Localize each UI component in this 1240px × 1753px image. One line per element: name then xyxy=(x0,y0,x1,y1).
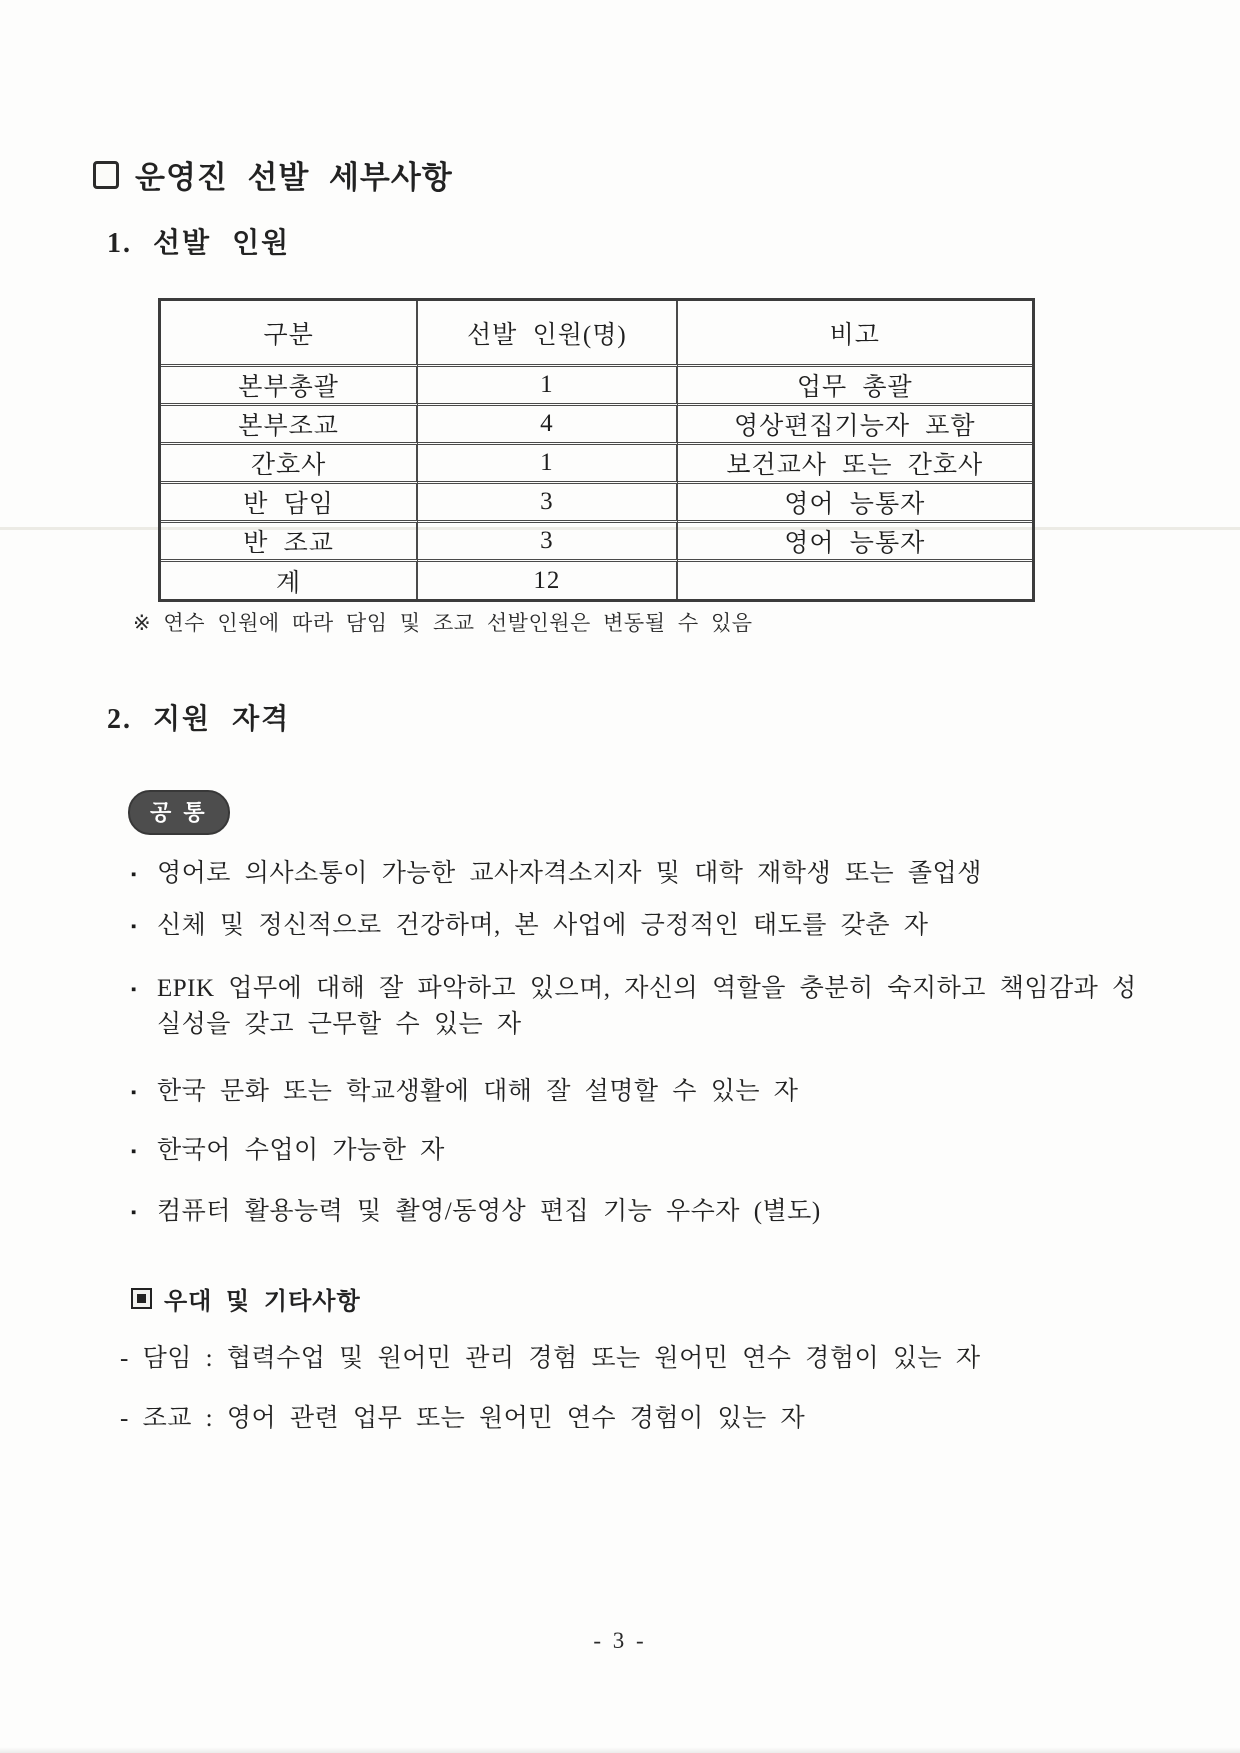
table-row-total xyxy=(161,562,1032,599)
table-cell: 3 xyxy=(418,523,677,562)
table-row xyxy=(161,484,1032,523)
table-header-row xyxy=(161,301,1032,367)
preferred-item-list xyxy=(120,1341,1160,1461)
table-note: ※ 연수 인원에 따라 담임 및 조교 선발인원은 변동될 수 있음 xyxy=(133,612,753,635)
checkbox-square-icon xyxy=(93,161,119,189)
preferred-heading: 우대 및 기타사항 xyxy=(164,1288,361,1315)
bullet-item xyxy=(131,856,1146,892)
preferred-item: - 조교 : 영어 관련 업무 또는 원어민 연수 경험이 있는 자 xyxy=(120,1405,806,1432)
bullet-item xyxy=(131,1194,1146,1230)
table-cell: 업무 총괄 xyxy=(678,367,1032,406)
bullet-text: 한국어 수업이 가능한 자 xyxy=(157,1137,445,1164)
document-title: 운영진 선발 세부사항 xyxy=(135,160,453,195)
table-cell: 영어 능통자 xyxy=(678,484,1032,523)
table-row xyxy=(161,445,1032,484)
table-cell: 본부조교 xyxy=(161,406,418,445)
table-cell: 보건교사 또는 간호사 xyxy=(678,445,1032,484)
bullet-text: 컴퓨터 활용능력 및 촬영/동영상 편집 기능 우수자 (별도) xyxy=(157,1198,821,1225)
bullet-item xyxy=(131,908,1146,944)
table-row xyxy=(161,367,1032,406)
page-number: - 3 - xyxy=(593,1628,647,1653)
bullet-square-icon: ▪ xyxy=(131,982,137,998)
bullet-text: 한국 문화 또는 학교생활에 대해 잘 설명할 수 있는 자 xyxy=(157,1078,799,1105)
bullet-text: EPIK 업무에 대해 잘 파악하고 있으며, 자신의 역할을 충분히 숙지하고 책임감과 성실성을 갖고 근무할 수 있는 자 xyxy=(157,975,1137,1038)
table-cell: 1 xyxy=(418,445,677,484)
bullet-text: 신체 및 정신적으로 건강하며, 본 사업에 긍정적인 태도를 갖춘 자 xyxy=(157,912,929,939)
common-badge: 공 통 xyxy=(128,790,230,835)
table-cell: 영어 능통자 xyxy=(678,523,1032,562)
bullet-text: 영어로 의사소통이 가능한 교사자격소지자 및 대학 재학생 또는 졸업생 xyxy=(157,860,982,887)
table-header-remarks: 비고 xyxy=(678,301,1032,367)
square-in-square-icon xyxy=(131,1288,152,1309)
table-cell: 1 xyxy=(418,367,677,406)
selection-table xyxy=(158,298,1035,602)
table-cell: 3 xyxy=(418,484,677,523)
bullet-item xyxy=(131,1133,1146,1169)
bullet-square-icon: ▪ xyxy=(131,919,137,935)
preferred-item: - 담임 : 협력수업 및 원어민 관리 경험 또는 원어민 연수 경험이 있는 자 xyxy=(120,1345,981,1372)
bullet-item xyxy=(131,1074,1146,1110)
table-cell: 간호사 xyxy=(161,445,418,484)
table-cell: 영상편집기능자 포함 xyxy=(678,406,1032,445)
table-cell: 반 조교 xyxy=(161,523,418,562)
bullet-square-icon: ▪ xyxy=(131,1205,137,1221)
document-title-row xyxy=(93,152,453,197)
table-cell: 반 담임 xyxy=(161,484,418,523)
selection-table-wrap xyxy=(158,298,1035,602)
preferred-heading-row xyxy=(131,1281,361,1316)
qualification-bullet-list xyxy=(131,856,1146,1230)
table-cell: 12 xyxy=(418,562,677,599)
scan-bottom-shade xyxy=(0,1747,1240,1753)
table-row xyxy=(161,523,1032,562)
table-cell xyxy=(678,562,1032,599)
table-cell: 4 xyxy=(418,406,677,445)
section1-heading: 1. 선발 인원 xyxy=(107,228,291,259)
bullet-item xyxy=(131,971,1146,1043)
section2-heading: 2. 지원 자격 xyxy=(107,704,291,735)
bullet-square-icon: ▪ xyxy=(131,1144,137,1160)
table-cell: 계 xyxy=(161,562,418,599)
bullet-square-icon: ▪ xyxy=(131,1085,137,1101)
table-row xyxy=(161,406,1032,445)
bullet-square-icon: ▪ xyxy=(131,867,137,883)
table-header-count: 선발 인원(명) xyxy=(418,301,677,367)
table-header-category: 구분 xyxy=(161,301,418,367)
table-cell: 본부총괄 xyxy=(161,367,418,406)
